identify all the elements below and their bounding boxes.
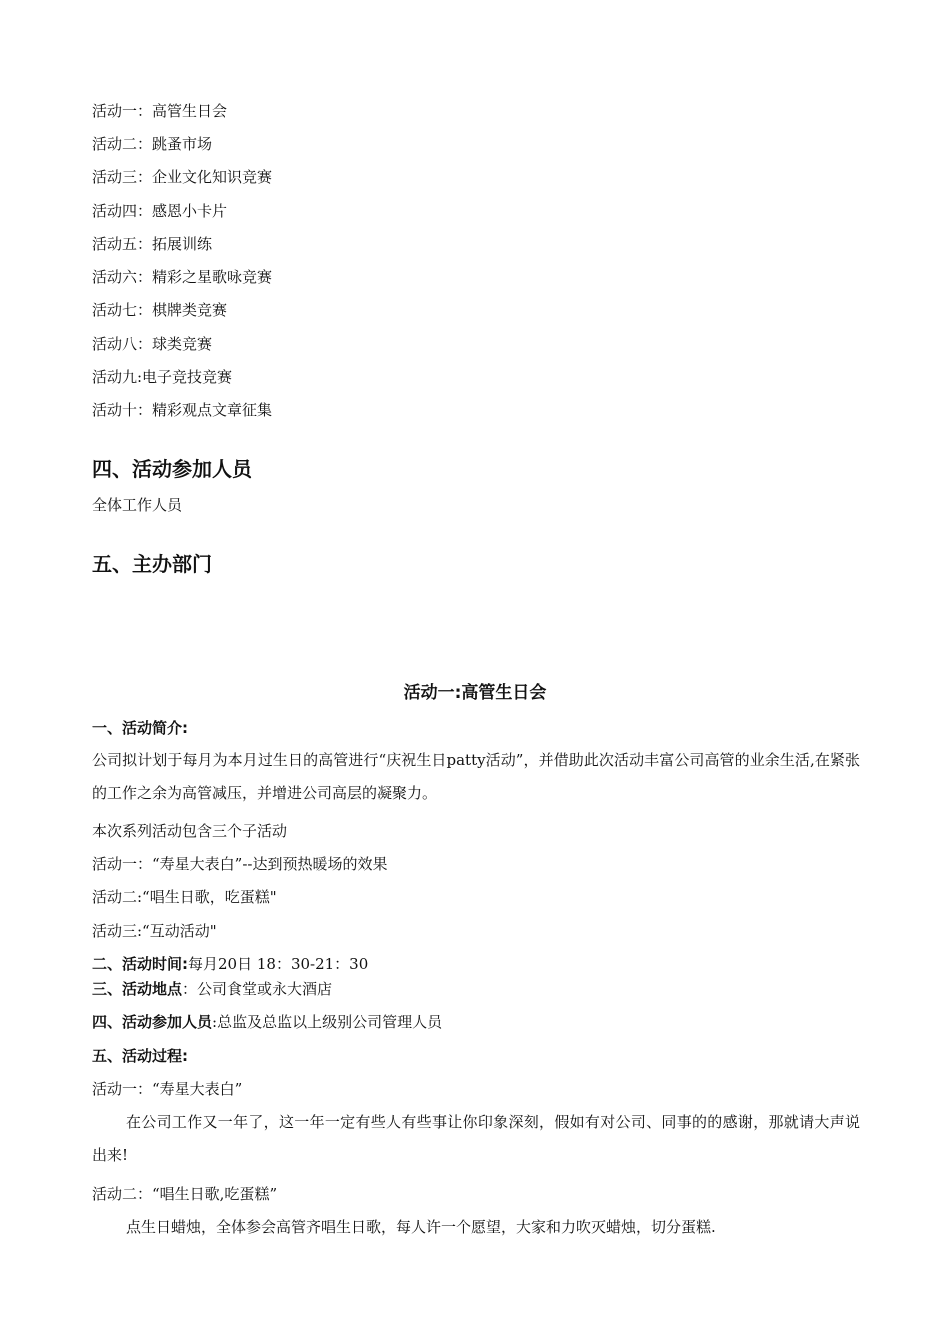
- event-place-value: ：公司食堂或永大酒店: [182, 980, 333, 998]
- activity-list-item: 活动八：球类竞赛: [92, 335, 213, 353]
- process-step-text: 在公司工作又一年了，这一年一定有些人有些事让你印象深刻，假如有对公司、同事的的感谢，那就请大声说出来!: [92, 1113, 860, 1164]
- process-heading: 五、活动过程:: [92, 1047, 188, 1065]
- sub-activity-item: 活动三:“互动活动": [92, 922, 217, 940]
- activity-list-item: 活动一：高管生日会: [92, 102, 228, 120]
- event-time-line: [92, 954, 368, 974]
- process-step-title: 活动二：“唱生日歌,吃蛋糕”: [92, 1185, 278, 1203]
- process-step-text: 点生日蜡烛，全体参会高管齐唱生日歌，每人许一个愿望，大家和力吹灭蜡烛，切分蛋糕.: [126, 1218, 716, 1236]
- activity-list-item: 活动五：拓展训练: [92, 235, 213, 253]
- event-place-line: [92, 979, 332, 999]
- intro-paragraph: 公司拟计划于每月为本月过生日的高管进行“庆祝生日patty活动”，并借助此次活动丰富公司高管的业余生活,在紧张的工作之余为高管减压，并增进公司高层的凝聚力。: [92, 751, 860, 802]
- activity-list-item: 活动六：精彩之星歌咏竞赛: [92, 268, 273, 286]
- event-people-value: :总监及总监以上级别公司管理人员: [212, 1013, 443, 1031]
- sub-activity-item: 活动一：“寿星大表白”--达到预热暖场的效果: [92, 855, 388, 873]
- event-place-label: 三、活动地点: [92, 980, 183, 998]
- event-people-line: [92, 1012, 442, 1032]
- event-time-label: 二、活动时间:: [92, 955, 188, 973]
- activity-list-item: 活动三：企业文化知识竞赛: [92, 168, 273, 186]
- section-heading-organizer: 五、主办部门: [92, 552, 212, 576]
- activity-list-item: 活动七：棋牌类竞赛: [92, 301, 228, 319]
- participants-text: 全体工作人员: [92, 496, 183, 514]
- process-step-title: 活动一：“寿星大表白”: [92, 1080, 243, 1098]
- event-title: 活动一:高管生日会: [403, 683, 547, 703]
- section-heading-participants: 四、活动参加人员: [92, 457, 252, 481]
- event-people-label: 四、活动参加人员: [92, 1013, 213, 1031]
- activity-list-item: 活动十：精彩观点文章征集: [92, 401, 273, 419]
- intro-heading: 一、活动简介:: [92, 719, 188, 737]
- event-time-value: 每月20日 18：30-21：30: [188, 955, 369, 973]
- sub-activity-item: 活动二:“唱生日歌，吃蛋糕": [92, 888, 277, 906]
- sub-activities-intro: 本次系列活动包含三个子活动: [92, 822, 288, 840]
- activity-list-item: 活动四：感恩小卡片: [92, 202, 228, 220]
- activity-list-item: 活动九:电子竞技竞赛: [92, 368, 233, 386]
- activity-list-item: 活动二：跳蚤市场: [92, 135, 213, 153]
